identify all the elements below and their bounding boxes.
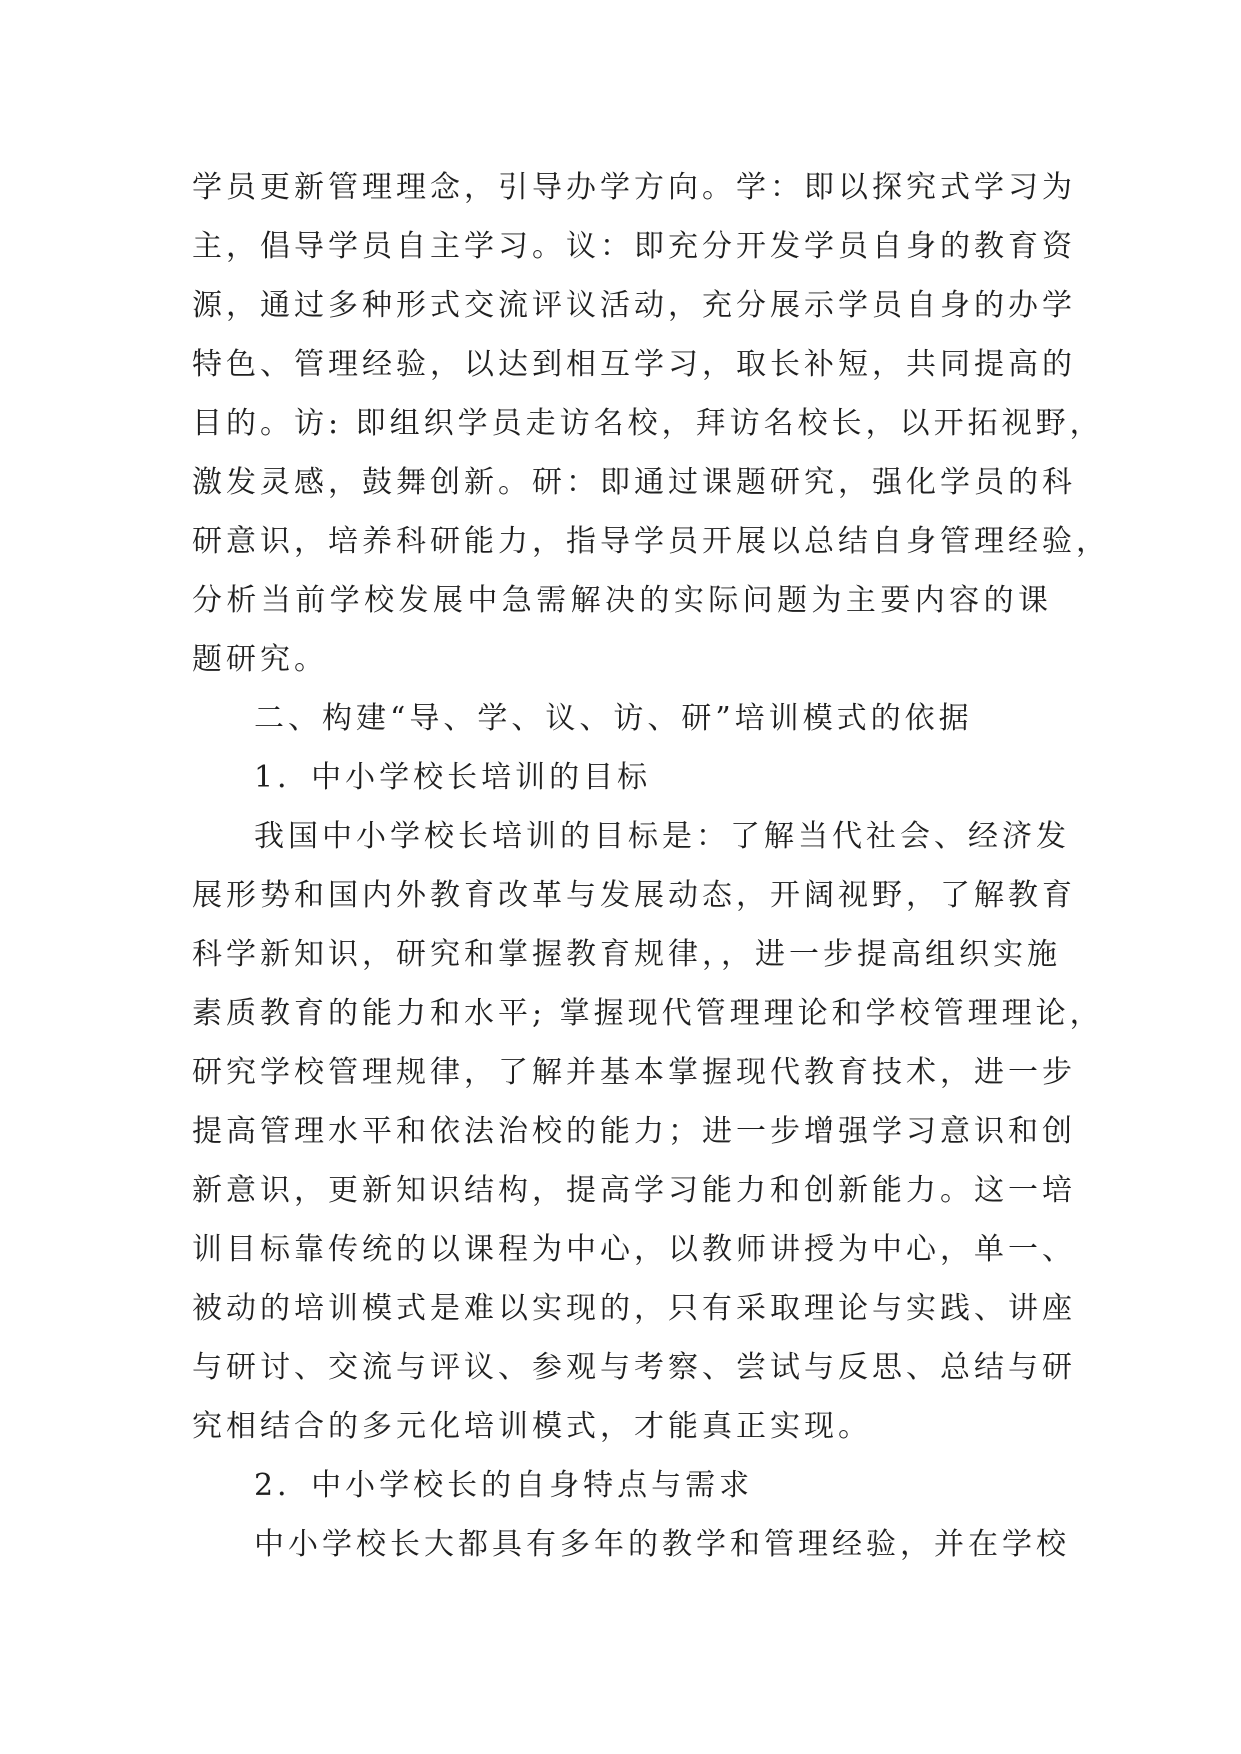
- text-line: 我国中小学校长培训的目标是：了解当代社会、经济发: [254, 819, 1070, 854]
- body-text: [192, 158, 1110, 1574]
- text-line: 特色、管理经验，以达到相互学习，取长补短，共同提高的: [192, 347, 1076, 382]
- text-line: 研意识，培养科研能力，指导学员开展以总结自身管理经验，: [192, 524, 1110, 559]
- subsection-heading: 2．中小学校长的自身特点与需求: [254, 1468, 754, 1503]
- text-line: 激发灵感，鼓舞创新。研：即通过课题研究，强化学员的科: [192, 465, 1076, 500]
- text-line: 究相结合的多元化培训模式，才能真正实现。: [192, 1409, 872, 1444]
- text-line: 提高管理水平和依法治校的能力；进一步增强学习意识和创: [192, 1114, 1076, 1149]
- text-line: 主，倡导学员自主学习。议：即充分开发学员自身的教育资: [192, 229, 1076, 264]
- text-line: 与研讨、交流与评议、参观与考察、尝试与反思、总结与研: [192, 1350, 1076, 1385]
- text-line: 学员更新管理理念，引导办学方向。学：即以探究式学习为: [192, 170, 1076, 205]
- text-line: 分析当前学校发展中急需解决的实际问题为主要内容的课: [192, 583, 1052, 618]
- subsection-heading: 1．中小学校长培训的目标: [254, 760, 652, 795]
- text-line: 中小学校长大都具有多年的教学和管理经验，并在学校: [254, 1527, 1070, 1562]
- text-line: 题研究。: [192, 642, 328, 677]
- text-line: 源，通过多种形式交流评议活动，充分展示学员自身的办学: [192, 288, 1076, 323]
- text-line: 被动的培训模式是难以实现的，只有采取理论与实践、讲座: [192, 1291, 1076, 1326]
- text-line: 展形势和国内外教育改革与发展动态，开阔视野，了解教育: [192, 878, 1076, 913]
- section-heading: 二、构建“导、学、议、访、研”培训模式的依据: [254, 701, 973, 736]
- text-line: 训目标靠传统的以课程为中心，以教师讲授为中心，单一、: [192, 1232, 1076, 1267]
- text-line: 目的。访: 即组织学员走访名校，拜访名校长，以开拓视野，: [192, 406, 1104, 441]
- text-line: 研究学校管理规律，了解并基本掌握现代教育技术，进一步: [192, 1055, 1076, 1090]
- text-line: 科学新知识，研究和掌握教育规律，，进一步提高组织实施: [192, 937, 1061, 972]
- text-line: 新意识，更新知识结构，提高学习能力和创新能力。这一培: [192, 1173, 1076, 1208]
- text-line: 素质教育的能力和水平; 掌握现代管理理论和学校管理理论，: [192, 996, 1104, 1031]
